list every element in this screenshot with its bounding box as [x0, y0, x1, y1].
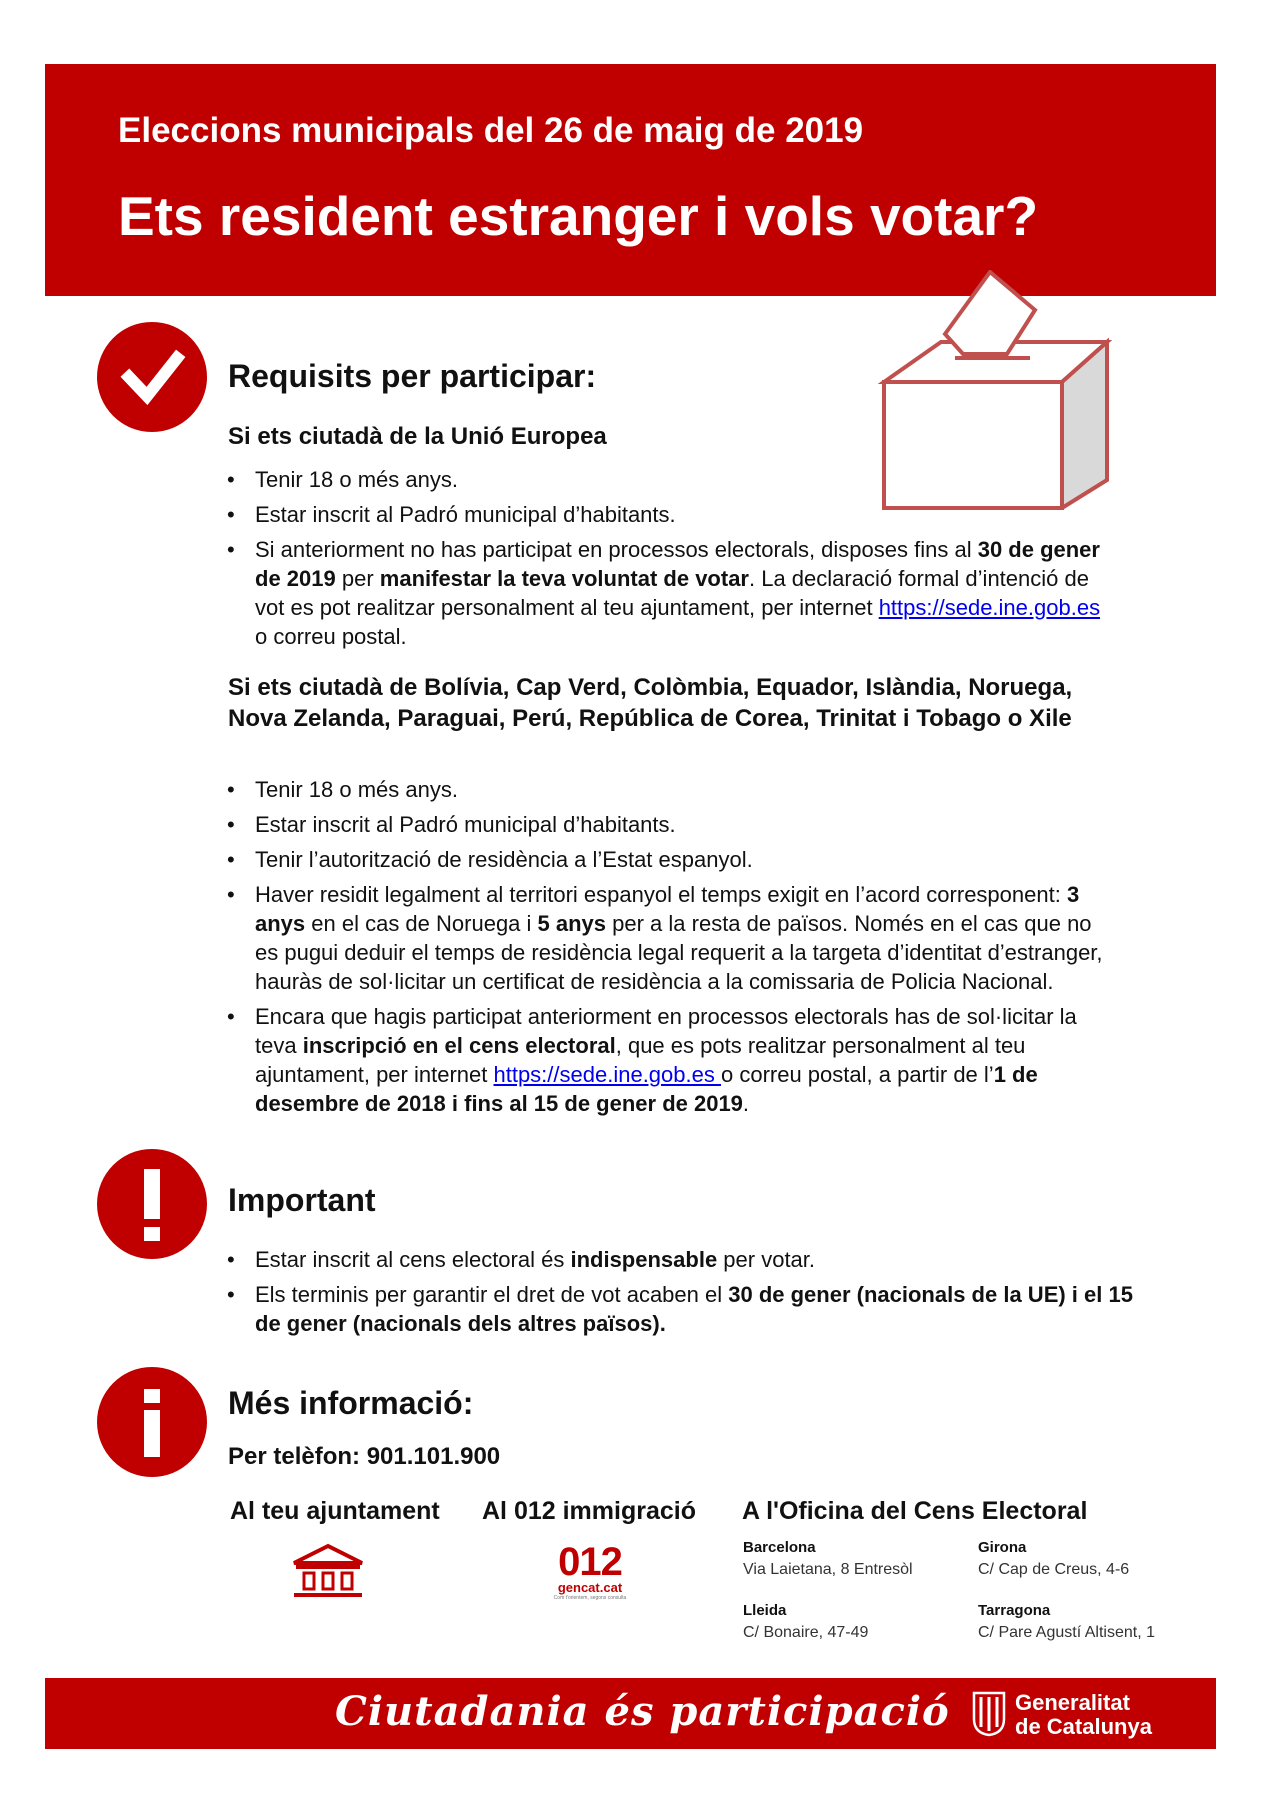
- footer-banner: [45, 1678, 1216, 1749]
- phone-info: Per telèfon: 901.101.900: [228, 1443, 501, 1470]
- generalitat-line2: de Catalunya: [1015, 1714, 1152, 1739]
- info-icon: [97, 1367, 207, 1477]
- 012-domain: gencat.cat: [557, 1580, 623, 1595]
- list-item: • Estar inscrit al Padró municipal d’habitants.: [225, 500, 1105, 529]
- office-city-lleida: Lleida: [743, 1602, 787, 1619]
- generalitat-logo-icon: [972, 1691, 1006, 1737]
- info-heading: Més informació:: [228, 1385, 474, 1421]
- page-title: Ets resident estranger i vols votar?: [118, 185, 1039, 247]
- list-item: • Tenir l’autorització de residència a l’Estat espanyol.: [225, 845, 1115, 874]
- exclamation-icon: [97, 1149, 207, 1259]
- list-item: • Haver residit legalment al territori espanyol el temps exigit en l’acord corresponent: 3 anys en el cas de Noruega i 5 anys per a la resta de països. Només en el cas que no es pugui deduir el temps de residència legal requerit a la targeta d’identitat d’estranger, hauràs de sol·licitar un certificat de residència a la comissaria de Policia Nacional.: [225, 880, 1115, 996]
- ajuntament-heading: Al teu ajuntament: [230, 1497, 440, 1525]
- immigracio-heading: Al 012 immigració: [482, 1497, 696, 1525]
- cens-office-heading: A l'Oficina del Cens Electoral: [742, 1497, 1088, 1525]
- town-hall-icon: [290, 1543, 366, 1601]
- ine-link[interactable]: https://sede.ine.gob.es: [493, 1062, 721, 1087]
- office-address-lleida: C/ Bonaire, 47-49: [743, 1624, 869, 1641]
- list-item: • Si anteriorment no has participat en processos electorals, disposes fins al 30 de gener de 2019 per manifestar la teva voluntat de votar. La declaració formal d’intenció de vot es pot realitzar personalment al teu ajuntament, per internet https://sede.ine.gob.es o correu postal.: [225, 535, 1105, 651]
- list-item: • Estar inscrit al Padró municipal d’habitants.: [225, 810, 1115, 839]
- important-list: [225, 1245, 1145, 1344]
- office-city-tarragona: Tarragona: [978, 1602, 1051, 1619]
- office-address-tarragona: C/ Pare Agustí Altisent, 1: [978, 1624, 1155, 1641]
- office-city-barcelona: Barcelona: [743, 1539, 816, 1556]
- list-item: • Tenir 18 o més anys.: [225, 775, 1115, 804]
- requisits-heading: Requisits per participar:: [228, 358, 597, 394]
- office-address-barcelona: Via Laietana, 8 Entresòl: [743, 1561, 913, 1578]
- list-item: • Encara que hagis participat anteriorment en processos electorals has de sol·licitar la teva inscripció en el cens electoral, que es pots realitzar personalment al teu ajuntament, per internet https://sede.ine.gob.es o correu postal, a partir de l’1 de desembre de 2018 i fins al 15 de gener de 2019.: [225, 1002, 1115, 1118]
- ue-requirements-list: [225, 465, 1105, 657]
- ue-heading: Si ets ciutadà de la Unió Europea: [228, 423, 607, 450]
- list-item: • Els terminis per garantir el dret de vot acaben el 30 de gener (nacionals de la UE) i el 15 de gener (nacionals dels altres països).: [225, 1280, 1145, 1338]
- check-icon: [97, 322, 207, 432]
- office-city-girona: Girona: [978, 1539, 1027, 1556]
- header-banner: [45, 64, 1216, 296]
- 012-logo: [550, 1540, 630, 1602]
- important-heading: Important: [228, 1182, 376, 1218]
- 012-tagline: Com t'orientem, segons consulta: [553, 1595, 627, 1601]
- others-requirements-list: [225, 775, 1115, 1124]
- generalitat-wordmark: [1015, 1691, 1152, 1739]
- list-item: • Estar inscrit al cens electoral és indispensable per votar.: [225, 1245, 1145, 1274]
- slogan: Ciutadania és participació: [335, 1688, 950, 1735]
- others-heading: Si ets ciutadà de Bolívia, Cap Verd, Colòmbia, Equador, Islàndia, Noruega, Nova Zelanda, Paraguai, Perú, República de Corea, Trinitat i Tobago o Xile: [228, 674, 1073, 732]
- generalitat-line1: Generalitat: [1015, 1690, 1130, 1715]
- election-subtitle: Eleccions municipals del 26 de maig de 2019: [118, 111, 864, 150]
- office-address-girona: C/ Cap de Creus, 4-6: [978, 1561, 1130, 1578]
- 012-number: 012: [558, 1540, 622, 1584]
- ine-link[interactable]: https://sede.ine.gob.es: [878, 595, 1101, 620]
- list-item: • Tenir 18 o més anys.: [225, 465, 1105, 494]
